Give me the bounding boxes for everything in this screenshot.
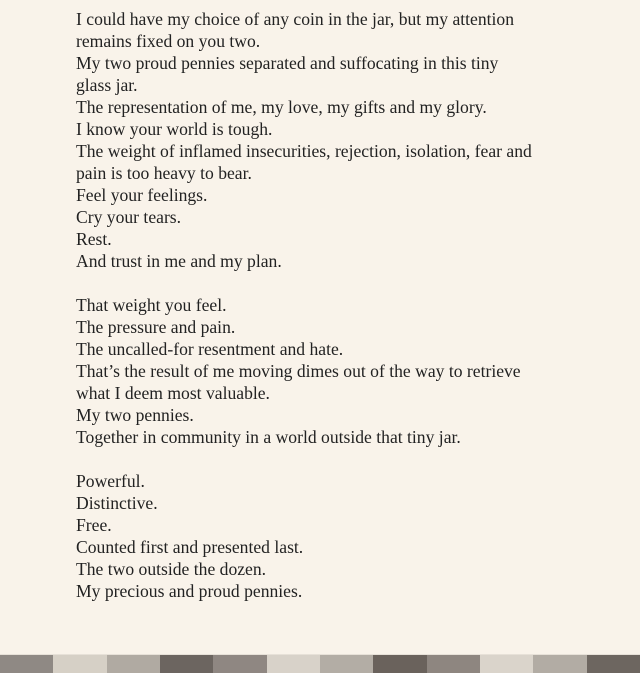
- color-strip-segment: [320, 655, 373, 673]
- color-strip-segment: [587, 655, 640, 673]
- stanza-3: [76, 470, 596, 602]
- poem-line: And trust in me and my plan.: [76, 251, 282, 271]
- color-strip-segment: [480, 655, 533, 673]
- poem-text: [76, 8, 596, 602]
- color-strip-segment: [107, 655, 160, 673]
- poem-line: Rest.: [76, 229, 112, 249]
- poem-line: Counted first and presented last.: [76, 537, 304, 557]
- stanza-1: [76, 8, 596, 272]
- poem-line: pain is too heavy to bear.: [76, 163, 252, 183]
- poem-line: The pressure and pain.: [76, 317, 236, 337]
- decorative-color-strip: [0, 654, 640, 673]
- poem-line: I could have my choice of any coin in the jar, but my attention: [76, 9, 515, 29]
- color-strip-segment: [427, 655, 480, 673]
- color-strip-segment: [160, 655, 213, 673]
- poem-line: what I deem most valuable.: [76, 383, 270, 403]
- poem-line: Cry your tears.: [76, 207, 182, 227]
- color-strip-segment: [53, 655, 106, 673]
- poem-line: Together in community in a world outside that tiny jar.: [76, 427, 461, 447]
- color-strip-segment: [533, 655, 586, 673]
- poem-line: Powerful.: [76, 471, 145, 491]
- color-strip-segment: [373, 655, 426, 673]
- poem-line: glass jar.: [76, 75, 138, 95]
- poem-line: That’s the result of me moving dimes out of the way to retrieve: [76, 361, 521, 381]
- color-strip-segment: [213, 655, 266, 673]
- poem-line: My two pennies.: [76, 405, 194, 425]
- poem-line: The uncalled-for resentment and hate.: [76, 339, 344, 359]
- poem-line: My precious and proud pennies.: [76, 581, 303, 601]
- poem-line: The weight of inflamed insecurities, rejection, isolation, fear and: [76, 141, 532, 161]
- poem-line: Feel your feelings.: [76, 185, 208, 205]
- poem-line: That weight you feel.: [76, 295, 227, 315]
- color-strip-segment: [267, 655, 320, 673]
- color-strip-segment: [0, 655, 53, 673]
- poem-line: My two proud pennies separated and suffocating in this tiny: [76, 53, 499, 73]
- stanza-2: [76, 294, 596, 448]
- poem-line: remains fixed on you two.: [76, 31, 261, 51]
- poem-line: I know your world is tough.: [76, 119, 273, 139]
- poem-line: The two outside the dozen.: [76, 559, 267, 579]
- poem-line: Free.: [76, 515, 112, 535]
- poem-line: The representation of me, my love, my gifts and my glory.: [76, 97, 487, 117]
- poem-line: Distinctive.: [76, 493, 158, 513]
